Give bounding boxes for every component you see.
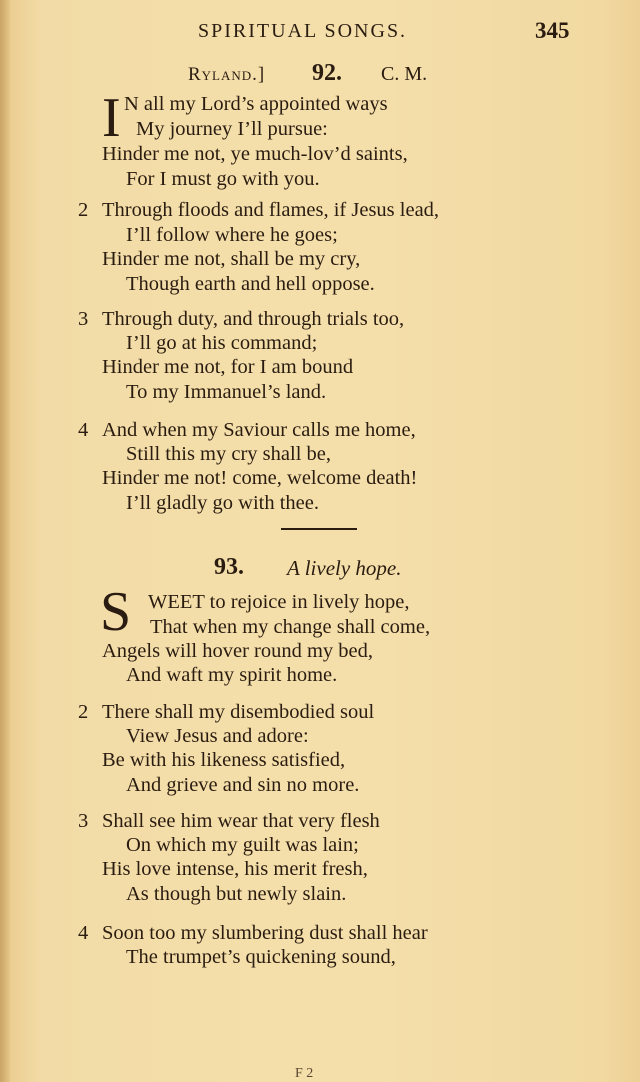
verse-line: Shall see him wear that very flesh bbox=[102, 810, 380, 832]
verse-line: As though but newly slain. bbox=[126, 883, 347, 905]
verse-line: Angels will hover round my bed, bbox=[102, 640, 374, 662]
verse-line: I’ll follow where he goes; bbox=[126, 224, 338, 246]
drop-cap: S bbox=[100, 581, 132, 643]
verse-line: View Jesus and adore: bbox=[126, 725, 309, 747]
verse-line: To my Immanuel’s land. bbox=[126, 381, 327, 403]
verse-line: Though earth and hell oppose. bbox=[126, 273, 375, 295]
section-divider bbox=[281, 528, 357, 530]
verse-line: And waft my spirit home. bbox=[126, 664, 338, 686]
hymn-author: Ryland.] bbox=[188, 64, 266, 85]
verse-line: His love intense, his merit fresh, bbox=[102, 858, 368, 880]
verse-line: On which my guilt was lain; bbox=[126, 834, 359, 856]
verse-line: Hinder me not, ye much-lov’d saints, bbox=[102, 143, 408, 165]
verse-number: 2 bbox=[78, 199, 89, 221]
verse-number: 4 bbox=[78, 419, 89, 441]
page-number: 345 bbox=[535, 18, 570, 43]
drop-cap: I bbox=[102, 87, 121, 149]
page-header bbox=[0, 18, 640, 52]
verse-line: WEET to rejoice in lively hope, bbox=[148, 591, 410, 613]
verse-line: Still this my cry shall be, bbox=[126, 443, 331, 465]
hymn-topic: A lively hope. bbox=[287, 556, 402, 580]
verse-line: Hinder me not! come, welcome death! bbox=[102, 467, 418, 489]
hymn-93-heading bbox=[0, 552, 640, 582]
verse-line: Soon too my slumbering dust shall hear bbox=[102, 922, 428, 944]
hymn-number: 93. bbox=[214, 554, 244, 580]
verse-line: And when my Saviour calls me home, bbox=[102, 419, 416, 441]
verse-line: I’ll gladly go with thee. bbox=[126, 492, 319, 514]
verse-line: Hinder me not, for I am bound bbox=[102, 356, 354, 378]
verse-number: 4 bbox=[78, 922, 89, 944]
verse-line: My journey I’ll pursue: bbox=[136, 118, 328, 140]
verse-line: There shall my disembodied soul bbox=[102, 701, 375, 723]
running-title: SPIRITUAL SONGS. bbox=[198, 20, 408, 42]
hymn-92-heading bbox=[0, 60, 640, 90]
hymn-meter: C. M. bbox=[381, 63, 428, 85]
verse-line: N all my Lord’s appointed ways bbox=[124, 93, 388, 115]
page-binding-edge bbox=[0, 0, 10, 1082]
hymn-number: 92. bbox=[312, 60, 342, 86]
verse-line: That when my change shall come, bbox=[150, 616, 431, 638]
verse-line: I’ll go at his command; bbox=[126, 332, 318, 354]
verse-number: 2 bbox=[78, 701, 89, 723]
verse-line: For I must go with you. bbox=[126, 168, 320, 190]
verse-number: 3 bbox=[78, 810, 89, 832]
verse-line: Be with his likeness satisfied, bbox=[102, 749, 346, 771]
verse-number: 3 bbox=[78, 308, 89, 330]
signature-mark: F 2 bbox=[295, 1066, 314, 1078]
verse-line: Through floods and flames, if Jesus lead, bbox=[102, 199, 440, 221]
verse-line: Hinder me not, shall be my cry, bbox=[102, 248, 361, 270]
verse-line: Through duty, and through trials too, bbox=[102, 308, 405, 330]
verse-line: And grieve and sin no more. bbox=[126, 774, 360, 796]
verse-line: The trumpet’s quickening sound, bbox=[126, 946, 396, 968]
